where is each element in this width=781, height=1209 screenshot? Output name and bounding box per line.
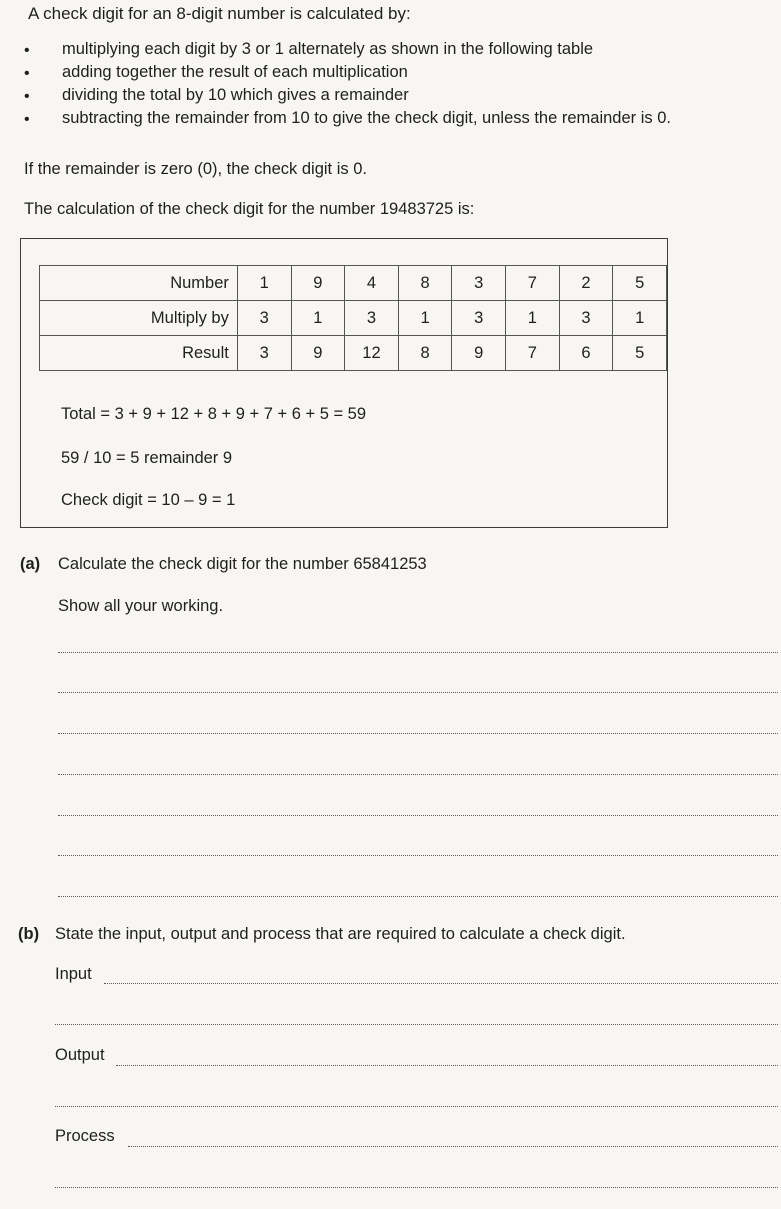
table-cell: 1 xyxy=(613,301,667,336)
bullet-item: • subtracting the remainder from 10 to give the check digit, unless the remainder is 0. xyxy=(22,107,671,130)
input-label: Input xyxy=(55,965,92,983)
answer-line[interactable] xyxy=(58,774,778,775)
answer-line[interactable] xyxy=(58,692,778,693)
bullet-item: • adding together the result of each multiplication xyxy=(22,61,671,84)
table-row xyxy=(40,301,667,336)
answer-line[interactable] xyxy=(58,855,778,856)
table-cell: 8 xyxy=(398,266,452,301)
intro-text: A check digit for an 8-digit number is calculated by: xyxy=(28,4,411,23)
bullet-item: • multiplying each digit by 3 or 1 alternately as shown in the following table xyxy=(22,38,671,61)
table-cell: 7 xyxy=(506,336,560,371)
total-line: Total = 3 + 9 + 12 + 8 + 9 + 7 + 6 + 5 = 59 xyxy=(61,405,367,423)
table-cell: 2 xyxy=(559,266,613,301)
table-cell: 1 xyxy=(237,266,291,301)
table-cell: 3 xyxy=(452,301,506,336)
table-cell: 12 xyxy=(345,336,399,371)
row-label: Result xyxy=(40,336,238,371)
part-a-question: Calculate the check digit for the number 65841253 xyxy=(58,555,427,573)
table-cell: 3 xyxy=(345,301,399,336)
table-cell: 1 xyxy=(398,301,452,336)
part-b-label: (b) xyxy=(18,925,40,943)
table-cell: 3 xyxy=(237,301,291,336)
output-answer-line[interactable] xyxy=(55,1106,778,1107)
bullet-item: • dividing the total by 10 which gives a remainder xyxy=(22,84,671,107)
table-cell: 6 xyxy=(559,336,613,371)
table-cell: 7 xyxy=(506,266,560,301)
part-a-instruction: Show all your working. xyxy=(58,597,224,615)
calculation-intro: The calculation of the check digit for the number 19483725 is: xyxy=(24,200,475,218)
input-answer-line[interactable] xyxy=(104,983,778,984)
table-cell: 4 xyxy=(345,266,399,301)
table-cell: 8 xyxy=(398,336,452,371)
answer-line[interactable] xyxy=(58,815,778,816)
row-label: Multiply by xyxy=(40,301,238,336)
answer-line[interactable] xyxy=(58,896,778,897)
table-cell: 5 xyxy=(613,336,667,371)
row-label: Number xyxy=(40,266,238,301)
table-cell: 1 xyxy=(506,301,560,336)
part-b-question: State the input, output and process that are required to calculate a check digit. xyxy=(55,925,626,943)
table-cell: 1 xyxy=(291,301,345,336)
table-cell: 3 xyxy=(452,266,506,301)
part-a-label: (a) xyxy=(20,555,41,573)
table-cell: 3 xyxy=(237,336,291,371)
division-line: 59 / 10 = 5 remainder 9 xyxy=(61,449,233,467)
process-answer-line[interactable] xyxy=(55,1187,778,1188)
table-row xyxy=(40,266,667,301)
check-digit-line: Check digit = 10 – 9 = 1 xyxy=(61,491,236,509)
input-answer-line[interactable] xyxy=(55,1024,778,1025)
table-row xyxy=(40,336,667,371)
instruction-list xyxy=(22,38,671,130)
table-cell: 5 xyxy=(613,266,667,301)
answer-line[interactable] xyxy=(58,733,778,734)
check-digit-table xyxy=(39,265,667,371)
table-cell: 9 xyxy=(452,336,506,371)
table-cell: 9 xyxy=(291,336,345,371)
process-answer-line[interactable] xyxy=(128,1146,778,1147)
table-cell: 3 xyxy=(559,301,613,336)
process-label: Process xyxy=(55,1127,115,1145)
output-label: Output xyxy=(55,1046,105,1064)
output-answer-line[interactable] xyxy=(116,1065,778,1066)
example-box xyxy=(20,238,668,528)
answer-line[interactable] xyxy=(58,652,778,653)
table-cell: 9 xyxy=(291,266,345,301)
zero-rule-text: If the remainder is zero (0), the check digit is 0. xyxy=(24,160,367,178)
